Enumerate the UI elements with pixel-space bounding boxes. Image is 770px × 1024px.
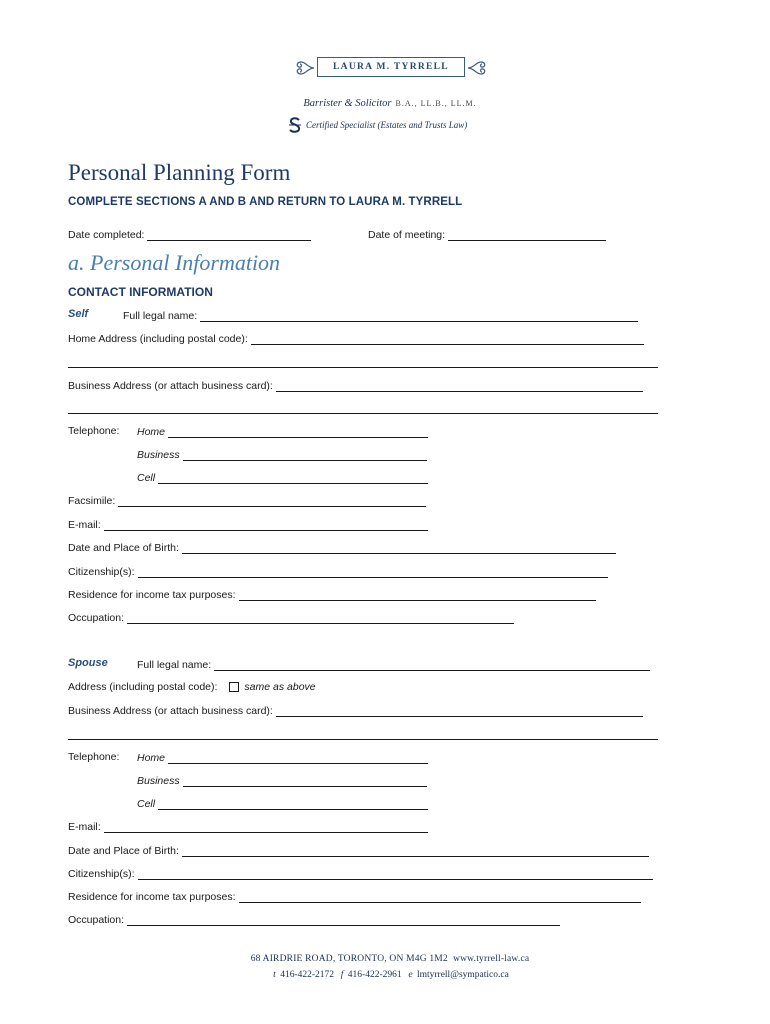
self-full-name-label: Full legal name:	[123, 310, 198, 322]
self-home-phone-row	[137, 425, 428, 438]
spouse-cell-phone-label: Cell	[137, 798, 156, 810]
form-instructions: COMPLETE SECTIONS A AND B AND RETURN TO LAURA M. TYRRELL	[68, 196, 463, 208]
spouse-birth-row	[68, 844, 649, 857]
spouse-birth-field[interactable]	[182, 844, 649, 857]
spouse-business-address-line-2[interactable]	[68, 739, 658, 740]
self-home-address-line-2[interactable]	[68, 367, 658, 368]
spouse-tax-residence-field[interactable]	[239, 890, 641, 903]
self-business-phone-label: Business	[137, 449, 180, 461]
self-cell-phone-field[interactable]	[158, 471, 428, 484]
self-business-phone-field[interactable]	[183, 448, 427, 461]
self-facsimile-field[interactable]	[118, 494, 426, 507]
date-of-meeting-label: Date of meeting:	[368, 229, 446, 241]
certified-specialist-icon	[288, 117, 302, 133]
spouse-business-phone-field[interactable]	[183, 774, 427, 787]
footer-address: 68 AIRDRIE ROAD, TORONTO, ON M4G 1M2	[250, 954, 448, 964]
date-completed-label: Date completed:	[68, 229, 145, 241]
spouse-full-name-label: Full legal name:	[137, 659, 212, 671]
self-cell-phone-row	[137, 471, 428, 484]
spouse-cell-phone-row	[137, 797, 428, 810]
self-telephone-label: Telephone:	[68, 425, 120, 437]
spouse-email-field[interactable]	[104, 820, 428, 833]
same-as-above-label: same as above	[244, 681, 316, 693]
spouse-address-label: Address (including postal code):	[68, 681, 218, 693]
degrees: B.A., LL.B., LL.M.	[395, 99, 477, 108]
self-home-phone-label: Home	[137, 426, 166, 438]
flourish-left-ornament	[294, 58, 316, 78]
self-business-address-label: Business Address (or attach business card):	[68, 380, 273, 392]
footer-website[interactable]: www.tyrrell-law.ca	[453, 954, 530, 964]
self-email-label: E-mail:	[68, 519, 101, 531]
letterhead-name: LAURA M. TYRRELL	[317, 57, 465, 77]
self-full-name-field[interactable]	[200, 309, 638, 322]
self-birth-row	[68, 541, 616, 554]
self-facsimile-row	[68, 494, 426, 507]
spouse-full-name-field[interactable]	[214, 658, 650, 671]
self-citizenship-row	[68, 565, 608, 578]
self-business-address-field[interactable]	[276, 379, 643, 392]
spouse-tax-residence-row	[68, 890, 641, 903]
date-completed-field[interactable]	[147, 228, 311, 241]
spouse-business-phone-label: Business	[137, 775, 180, 787]
self-business-address-row	[68, 379, 643, 392]
spouse-birth-label: Date and Place of Birth:	[68, 845, 179, 857]
spouse-citizenship-field[interactable]	[138, 867, 653, 880]
spouse-business-address-row	[68, 704, 643, 717]
self-birth-field[interactable]	[182, 541, 616, 554]
flourish-right-ornament	[466, 58, 488, 78]
spouse-email-row	[68, 820, 428, 833]
specialist-line	[288, 117, 467, 133]
self-business-phone-row	[137, 448, 427, 461]
spouse-occupation-row	[68, 913, 560, 926]
form-title: Personal Planning Form	[68, 160, 291, 185]
self-email-field[interactable]	[104, 518, 428, 531]
same-as-above-checkbox[interactable]	[229, 682, 239, 692]
spouse-citizenship-row	[68, 867, 653, 880]
spouse-occupation-field[interactable]	[127, 913, 560, 926]
spouse-email-label: E-mail:	[68, 821, 101, 833]
footer-address-line	[200, 954, 580, 964]
spouse-business-phone-row	[137, 774, 427, 787]
spouse-address-row	[68, 681, 316, 693]
contact-information-heading: CONTACT INFORMATION	[68, 285, 213, 299]
footer-fax: 416-422-2961	[347, 970, 402, 980]
specialist-text: Certified Specialist (Estates and Trusts Law)	[306, 120, 468, 130]
self-label: Self	[68, 308, 89, 320]
self-full-name-row	[123, 309, 638, 322]
date-of-meeting-field[interactable]	[448, 228, 606, 241]
spouse-business-address-label: Business Address (or attach business card):	[68, 705, 273, 717]
self-tax-residence-field[interactable]	[239, 588, 596, 601]
spouse-home-phone-label: Home	[137, 752, 166, 764]
barrister-title: Barrister & Solicitor	[303, 98, 392, 109]
spouse-tax-residence-label: Residence for income tax purposes:	[68, 891, 236, 903]
date-of-meeting-row	[368, 228, 606, 241]
self-cell-phone-label: Cell	[137, 472, 156, 484]
footer-e-prefix: e	[408, 970, 413, 980]
self-facsimile-label: Facsimile:	[68, 495, 116, 507]
section-a-title: a. Personal Information	[68, 250, 281, 275]
self-home-address-field[interactable]	[251, 332, 644, 345]
self-home-phone-field[interactable]	[168, 425, 428, 438]
spouse-citizenship-label: Citizenship(s):	[68, 868, 135, 880]
spouse-home-phone-field[interactable]	[168, 751, 428, 764]
self-tax-residence-label: Residence for income tax purposes:	[68, 589, 236, 601]
self-occupation-label: Occupation:	[68, 612, 125, 624]
footer-telephone: 416-422-2172	[280, 970, 335, 980]
self-home-address-row	[68, 332, 644, 345]
self-telephone-label-row	[68, 425, 119, 437]
spouse-occupation-label: Occupation:	[68, 914, 125, 926]
self-citizenship-label: Citizenship(s):	[68, 566, 135, 578]
letterhead-subtitle	[300, 98, 480, 109]
spouse-telephone-label-row	[68, 751, 119, 763]
spouse-cell-phone-field[interactable]	[158, 797, 428, 810]
self-citizenship-field[interactable]	[138, 565, 608, 578]
footer-f-prefix: f	[340, 970, 344, 980]
spouse-telephone-label: Telephone:	[68, 751, 120, 763]
self-email-row	[68, 518, 428, 531]
self-birth-label: Date and Place of Birth:	[68, 542, 179, 554]
self-home-address-label: Home Address (including postal code):	[68, 333, 248, 345]
self-occupation-field[interactable]	[127, 611, 514, 624]
spouse-label: Spouse	[68, 657, 108, 669]
footer-contact-line	[200, 970, 580, 980]
spouse-business-address-field[interactable]	[276, 704, 643, 717]
footer-t-prefix: t	[273, 970, 276, 980]
spouse-home-phone-row	[137, 751, 428, 764]
self-occupation-row	[68, 611, 514, 624]
self-business-address-line-2[interactable]	[68, 413, 658, 414]
footer-email[interactable]: lmtyrrell@sympatico.ca	[416, 970, 509, 980]
date-completed-row	[68, 228, 311, 241]
spouse-full-name-row	[137, 658, 650, 671]
self-tax-residence-row	[68, 588, 596, 601]
